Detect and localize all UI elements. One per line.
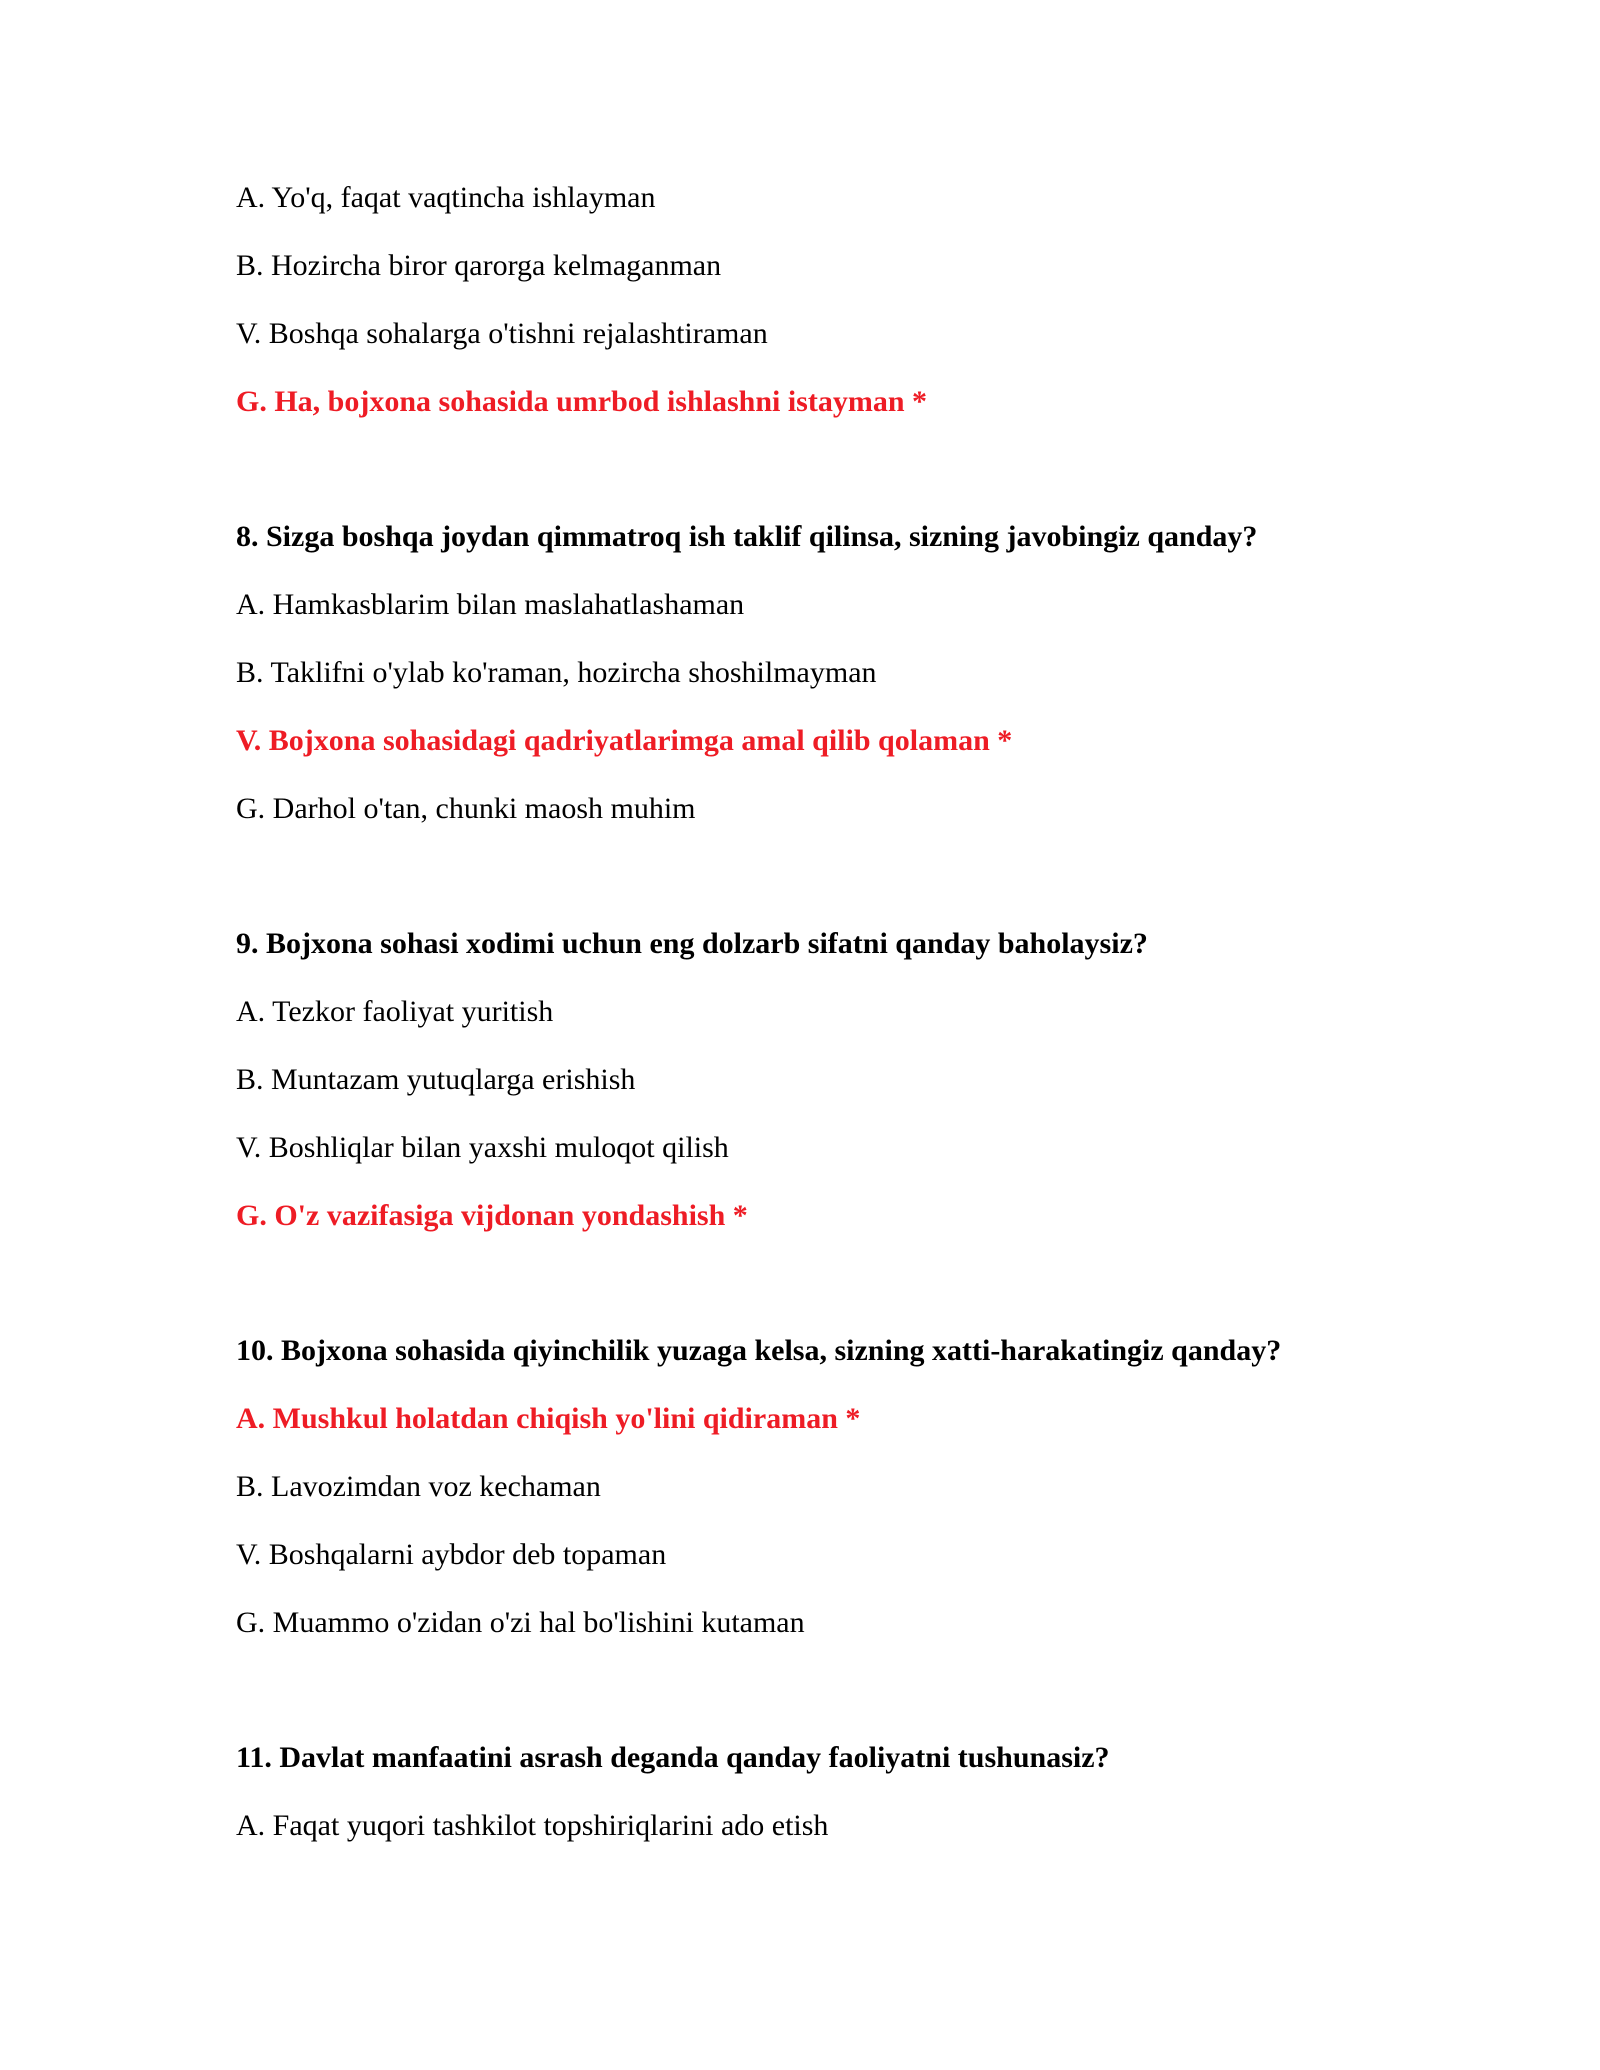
question-block-7-continued [236,180,1416,420]
question-text: 10. Bojxona sohasida qiyinchilik yuzaga kelsa, sizning xatti-harakatingiz qanday? [236,1334,1282,1367]
answer-option: B. Muntazam yutuqlarga erishish [236,1063,636,1096]
correct-answer-option: G. O'z vazifasiga vijdonan yondashish * [236,1199,748,1232]
answer-option: A. Yo'q, faqat vaqtincha ishlayman [236,181,656,214]
question-block-11 [236,1740,1416,1844]
answer-option: A. Tezkor faoliyat yuritish [236,995,554,1028]
answer-option: G. Darhol o'tan, chunki maosh muhim [236,792,696,825]
question-block-8 [236,519,1416,827]
spacer [236,859,1416,926]
answer-option: V. Boshliqlar bilan yaxshi muloqot qilish [236,1131,729,1164]
question-text: 9. Bojxona sohasi xodimi uchun eng dolzarb sifatni qanday baholaysiz? [236,927,1148,960]
question-text: 11. Davlat manfaatini asrash deganda qanday faoliyatni tushunasiz? [236,1741,1110,1774]
spacer [236,1266,1416,1333]
answer-option: V. Boshqalarni aybdor deb topaman [236,1538,667,1571]
answer-option: V. Boshqa sohalarga o'tishni rejalashtiraman [236,317,768,350]
answer-option: G. Muammo o'zidan o'zi hal bo'lishini kutaman [236,1606,805,1639]
question-block-10 [236,1333,1416,1641]
spacer [236,452,1416,519]
page-content [236,180,1416,1876]
correct-answer-option: G. Ha, bojxona sohasida umrbod ishlashni istayman * [236,385,928,418]
correct-answer-option: A. Mushkul holatdan chiqish yo'lini qidiraman * [236,1402,861,1435]
answer-option: B. Taklifni o'ylab ko'raman, hozircha shoshilmayman [236,656,877,689]
answer-option: B. Hozircha biror qarorga kelmaganman [236,249,722,282]
spacer [236,1673,1416,1740]
correct-answer-option: V. Bojxona sohasidagi qadriyatlarimga amal qilib qolaman * [236,724,1013,757]
question-text: 8. Sizga boshqa joydan qimmatroq ish taklif qilinsa, sizning javobingiz qanday? [236,520,1258,553]
answer-option: B. Lavozimdan voz kechaman [236,1470,601,1503]
answer-option: A. Hamkasblarim bilan maslahatlashaman [236,588,745,621]
answer-option: A. Faqat yuqori tashkilot topshiriqlarini ado etish [236,1809,829,1842]
question-block-9 [236,926,1416,1234]
